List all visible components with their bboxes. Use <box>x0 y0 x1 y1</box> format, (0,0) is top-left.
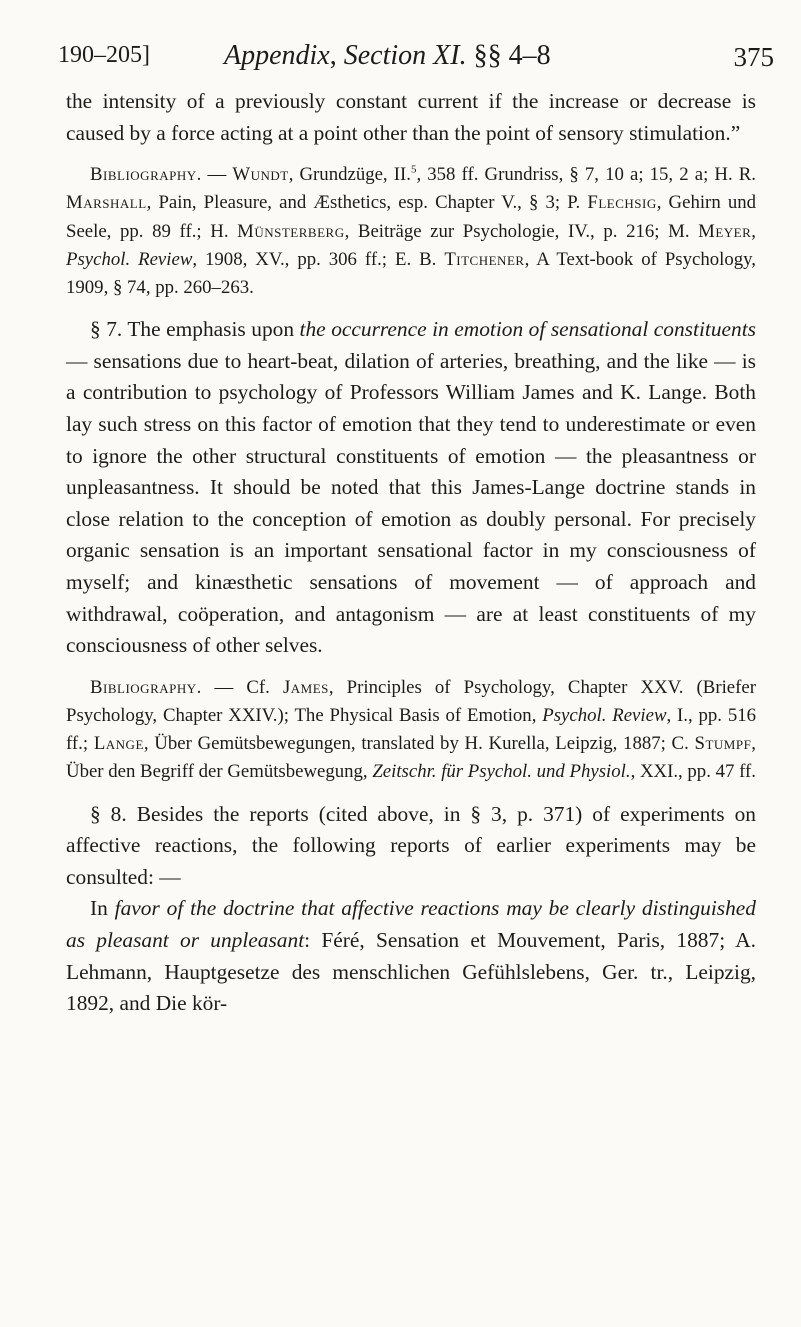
running-header <box>58 40 774 80</box>
header-page-range: 190–205] <box>58 42 150 68</box>
bibliography-paragraph-2: Bibliography. — Cf. James, Principles of Psychology, Chapter XXV. (Briefer Psychology, Chapter XXIV.); The Physical Basis of Emotion, Psychol. Review, I., pp. 516 ff.; Lange, Über Gemütsbewegungen, translated by H. Kurella, Leipzig, 1887; C. Stumpf, Über den Begriff der Gemütsbewegung, Zeitschr. für Psychol. und Physiol., XXI., pp. 47 ff. <box>66 676 756 783</box>
section-8-paragraph: § 8. Besides the reports (cited above, in § 3, p. 371) of experiments on affective reactions, the following reports of earlier experiments may be consulted: — <box>66 801 756 889</box>
section-7-paragraph: § 7. The emphasis upon the occurrence in emotion of sensational constituents — sensations due to heart-beat, dilation of arteries, breathing, and the like — is a contribution to psychology of Professors William James and K. Lange. Both lay such stress on this factor of emotion that they tend to underestimate or even to ignore the other structural constituents of emotion — the pleasantness or unpleasantness. It should be noted that this James-Lange doctrine stands in close relation to the conception of emotion as doubly personal. For precisely organic sensation is an important sensational factor in my consciousness of myself; and kinæsthetic sensations of movement — of approach and withdrawal, coöperation, and antagonism — are at least constituents of my consciousness of other selves. <box>66 317 756 658</box>
book-page <box>58 40 774 1020</box>
paragraph-continuation: the intensity of a previously constant current if the increase or decrease is caused by a force acting at a point other than the point of sensory stimulation.” <box>66 89 756 145</box>
section-8-favor-paragraph: In favor of the doctrine that affective reactions may be clearly distinguished as pleasant or unpleasant: Féré, Sensation et Mouvement, Paris, 1887; A. Lehmann, Hauptgesetze des menschlichen Gefühlslebens, Ger. tr., Leipzig, 1892, and Die kör- <box>66 896 756 1016</box>
header-title: Appendix, Section XI. §§ 4–8 <box>224 40 551 71</box>
header-page-number: 375 <box>733 42 774 72</box>
bibliography-paragraph-1: Bibliography. — Wundt, Grundzüge, II.$^5$, 358 ff. Grundriss, § 7, 10 a; 15, 2 a; H. R. Marshall, Pain, Pleasure, and Æsthetics, esp. Chapter V., § 3; P. Flechsig, Gehirn und Seele, pp. 89 ff.; H. Münsterberg, Beiträge zur Psychologie, IV., p. 216; M. Meyer, Psychol. Review, 1908, XV., pp. 306 ff.; E. B. Titchener, A Text-book of Psychology, 1909, § 74, pp. 260–263. <box>66 163 756 298</box>
